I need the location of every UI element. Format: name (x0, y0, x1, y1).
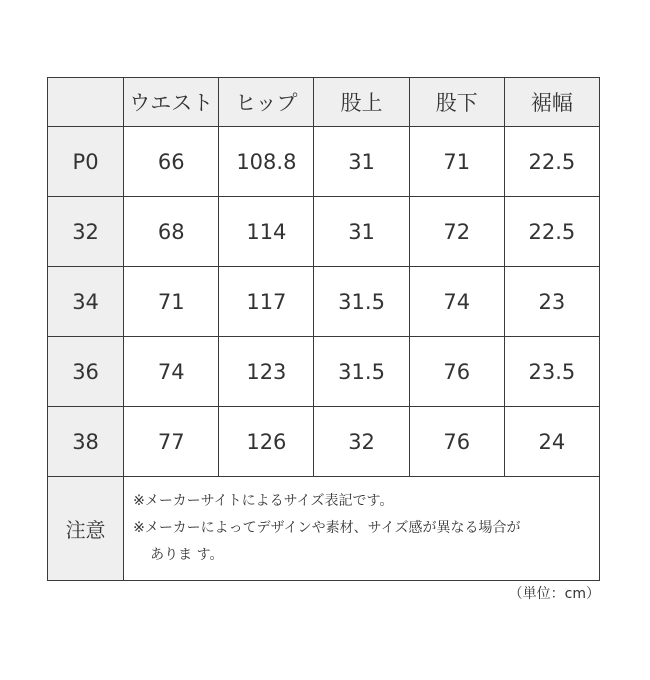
header-inseam: 股下 (409, 78, 504, 127)
table-cell: 71 (409, 127, 504, 197)
table-cell: 32 (314, 407, 409, 477)
note-label: 注意 (48, 477, 124, 581)
unit-note: （単位：cm） (508, 586, 600, 602)
note-row (48, 477, 600, 581)
table-cell: 71 (124, 267, 219, 337)
table-cell: 123 (219, 337, 314, 407)
table-cell: 22.5 (504, 127, 599, 197)
note-line: ※メーカーサイトによるサイズ表記です。 (133, 493, 394, 509)
table-cell: 74 (409, 267, 504, 337)
note-line: ありま す。 (150, 547, 224, 563)
size-label: 36 (48, 337, 124, 407)
header-row (48, 78, 600, 127)
table-cell: 23 (504, 267, 599, 337)
table-cell: 22.5 (504, 197, 599, 267)
size-label: P0 (48, 127, 124, 197)
header-rise: 股上 (314, 78, 409, 127)
table-row (48, 407, 600, 477)
table-cell: 31 (314, 197, 409, 267)
header-hem-width: 裾幅 (504, 78, 599, 127)
table-cell: 76 (409, 337, 504, 407)
table-cell: 24 (504, 407, 599, 477)
table-cell: 72 (409, 197, 504, 267)
table-cell: 117 (219, 267, 314, 337)
header-waist: ウエスト (124, 78, 219, 127)
note-text (124, 477, 600, 581)
size-chart-table (47, 77, 600, 581)
table-cell: 31.5 (314, 267, 409, 337)
table-cell: 31.5 (314, 337, 409, 407)
table-cell: 68 (124, 197, 219, 267)
table-cell: 77 (124, 407, 219, 477)
header-corner (48, 78, 124, 127)
size-label: 32 (48, 197, 124, 267)
table-cell: 23.5 (504, 337, 599, 407)
table-row (48, 127, 600, 197)
header-hip: ヒップ (219, 78, 314, 127)
table-cell: 126 (219, 407, 314, 477)
table-cell: 74 (124, 337, 219, 407)
note-line: ※メーカーによってデザインや素材、サイズ感が異なる場合が (133, 520, 521, 536)
table-row (48, 267, 600, 337)
table-cell: 76 (409, 407, 504, 477)
table-row (48, 197, 600, 267)
size-label: 34 (48, 267, 124, 337)
table-cell: 66 (124, 127, 219, 197)
size-label: 38 (48, 407, 124, 477)
table-cell: 114 (219, 197, 314, 267)
table-cell: 108.8 (219, 127, 314, 197)
table-cell: 31 (314, 127, 409, 197)
table-row (48, 337, 600, 407)
